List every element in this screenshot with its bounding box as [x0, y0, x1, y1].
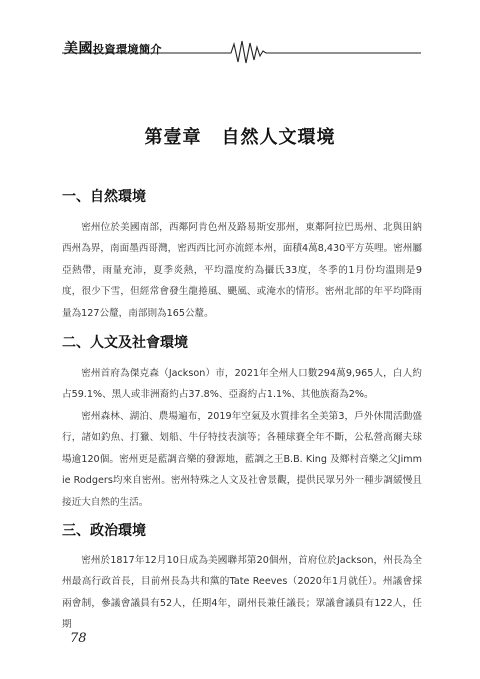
running-header	[0, 34, 480, 66]
paragraph-natural-environment: 密州位於美國南部，西鄰阿肯色州及路易斯安那州，東鄰阿拉巴馬州、北與田納西州為界，南面墨西哥灣，密西西比河亦流經本州，面積4萬8,430平方英哩。密州屬亞熱帶，雨量充沛，夏季炎熱，平均溫度約為攝氏33度，冬季的1月份均溫則是9度，很少下雪，但經常會發生龍捲風、颶風、或淹水的情形。密州北部的年平均降雨量為127公釐，南部則為165公釐。	[62, 222, 422, 319]
section-heading-politics: 三、政治環境	[62, 523, 146, 539]
section-heading-culture-society: 二、人文及社會環境	[62, 335, 188, 351]
running-header-label-lead: 美國	[64, 41, 93, 57]
running-header-label-rest: 投資環境簡介	[93, 43, 162, 56]
paragraph-political-environment: 密州於1817年12月10日成為美國聯邦第20個州，首府位於Jackson，州長為全州最高行政首長，目前州長為共和黨的Tate Reeves（2020年1月就任）。州議會採兩會制，參議會議員有52人，任期4年，副州長兼任議長；眾議會議員有122人，任期	[62, 555, 422, 631]
chapter-number: 第壹章	[144, 127, 202, 148]
page-number: 78	[70, 631, 87, 646]
chapter-heading	[0, 123, 480, 149]
section-heading-natural: 一、自然環境	[62, 189, 146, 205]
paragraph-population: 密州首府為傑克森（Jackson）市，2021年全州人口數294萬9,965人，白人約占59.1%、黑人或非洲裔約占37.8%、亞裔約占1.1%、其他族裔為2%。	[62, 368, 422, 401]
header-wave-rule-icon	[0, 34, 480, 66]
paragraph-recreation-culture: 密州森林、湖泊、農場遍布，2019年空氣及水質排名全美第3，戶外休閒活動盛行，諸如釣魚、打獵、划船、牛仔特技表演等；各種球賽全年不斷，公私營高爾夫球場逾120個。密州更是藍調音樂的發源地，藍調之王B.B. King 及鄉村音樂之父Jimmie Rodgers均來自密州。密州特殊之人文及社會景觀，提供民眾另外一種步調緩慢且接近大自然的生活。	[62, 411, 422, 508]
chapter-title: 自然人文環境	[221, 127, 336, 148]
